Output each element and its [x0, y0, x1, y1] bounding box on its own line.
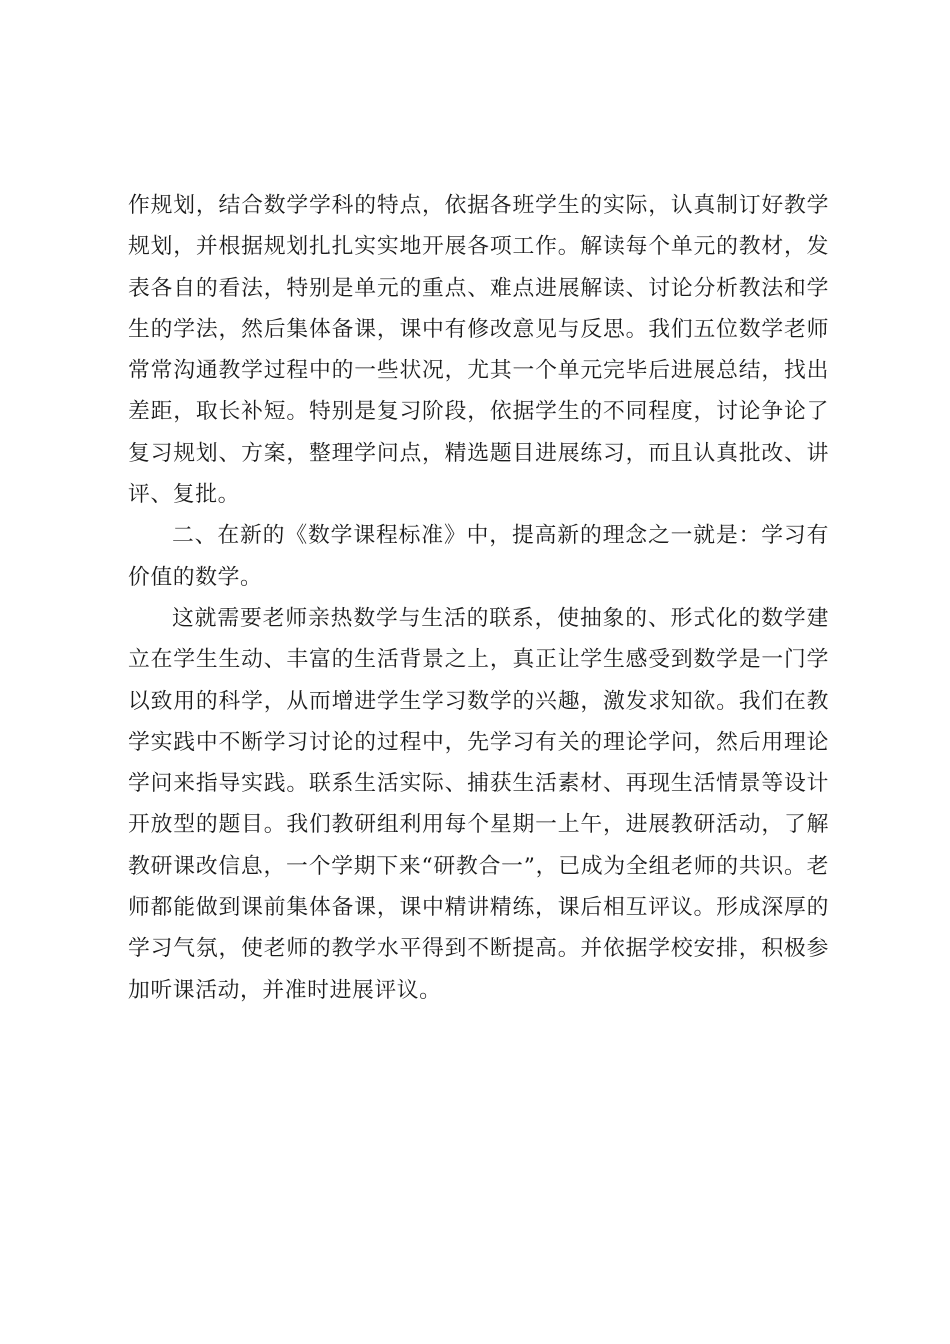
- document-body: [128, 185, 829, 1011]
- paragraph-life-connection: 这就需要老师亲热数学与生活的联系，使抽象的、形式化的数学建立在学生生动、丰富的生活背景之上，真正让学生感受到数学是一门学以致用的科学，从而增进学生学习数学的兴趣，激发求知欲。我们在教学实践中不断学习讨论的过程中，先学习有关的理论学问，然后用理论学问来指导实践。联系生活实际、捕获生活素材、再现生活情景等设计开放型的题目。我们教研组利用每个星期一上午，进展教研活动，了解教研课改信息，一个学期下来“研教合一”，已成为全组老师的共识。老师都能做到课前集体备课，课中精讲精练，课后相互评议。形成深厚的学习气氛，使老师的教学水平得到不断提高。并依据学校安排，积极参加听课活动，并准时进展评议。: [128, 605, 829, 1003]
- paragraph-section-two: 二、在新的《数学课程标准》中，提高新的理念之一就是：学习有价值的数学。: [128, 523, 829, 590]
- paragraph-continuation: 作规划，结合数学学科的特点，依据各班学生的实际，认真制订好教学规划，并根据规划扎扎实实地开展各项工作。解读每个单元的教材，发表各自的看法，特别是单元的重点、难点进展解读、讨论分析教法和学生的学法，然后集体备课，课中有修改意见与反思。我们五位数学老师常常沟通教学过程中的一些状况，尤其一个单元完毕后进展总结，找出差距，取长补短。特别是复习阶段，依据学生的不同程度，讨论争论了复习规划、方案，整理学问点，精选题目进展练习，而且认真批改、讲评、复批。: [128, 193, 829, 508]
